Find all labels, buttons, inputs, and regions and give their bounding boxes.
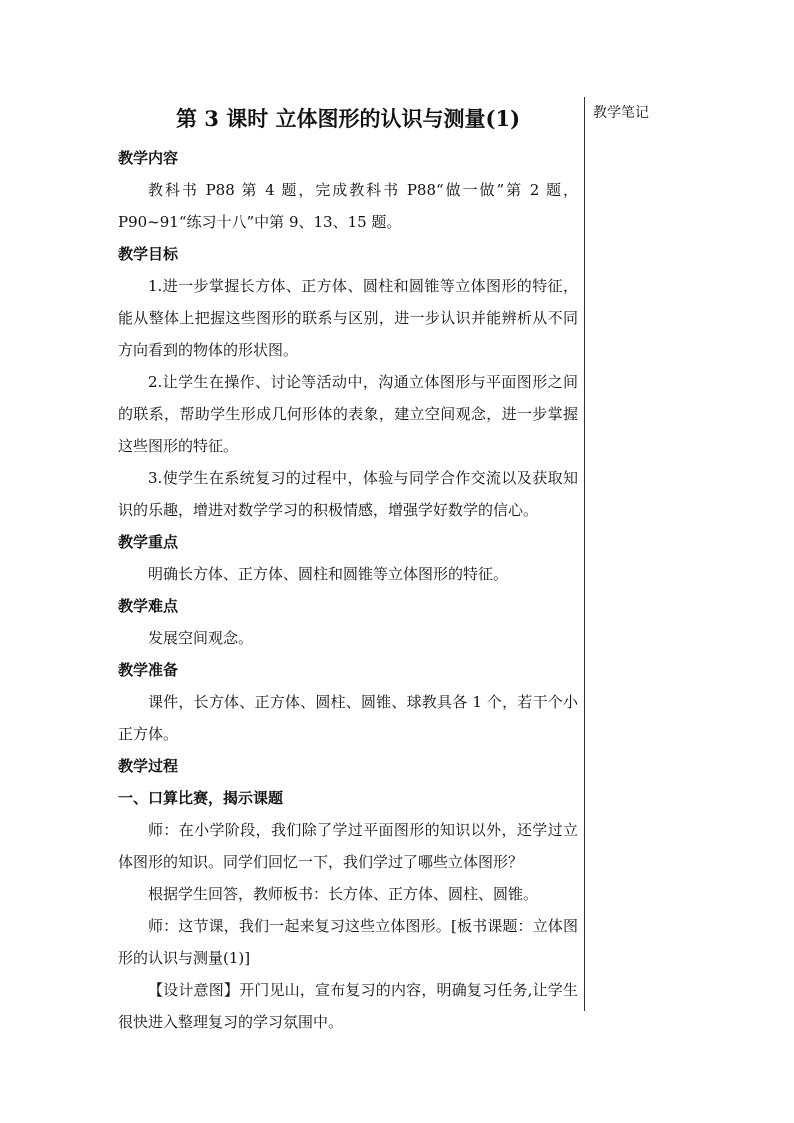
heading-goals: 教学目标 [118,245,179,263]
process-paragraph-3: 师：这节课，我们一起来复习这些立体图形。[板书课题：立体图形的认识与测量(1)] [118,917,578,967]
goal-paragraph-2: 2.让学生在操作、讨论等活动中，沟通立体图形与平面图形之间的联系，帮助学生形成几何形体的表象，建立空间观念，进一步掌握这些图形的特征。 [118,373,578,455]
difficulty-paragraph: 发展空间观念。 [148,629,254,647]
notes-label: 教学笔记 [593,105,649,121]
design-intent-paragraph: 【设计意图】开门见山，宣布复习的内容，明确复习任务,让学生很快进入整理复习的学习氛围中。 [118,981,578,1031]
heading-difficulty: 教学难点 [118,597,179,615]
heading-process: 教学过程 [118,757,179,775]
page-title: 第 3 课时 立体图形的认识与测量(1) [175,106,521,131]
heading-preparation: 教学准备 [118,661,179,679]
goal-paragraph-3: 3.使学生在系统复习的过程中，体验与同学合作交流以及获取知识的乐趣，增进对数学学习的积极情感，增强学好数学的信心。 [118,469,578,519]
process-paragraph-1: 师：在小学阶段，我们除了学过平面图形的知识以外，还学过立体图形的知识。同学们回忆一下，我们学过了哪些立体图形？ [118,821,578,871]
heading-key-points: 教学重点 [118,533,179,551]
goal-paragraph-1: 1.进一步掌握长方体、正方体、圆柱和圆锥等立体图形的特征，能从整体上把握这些图形的联系与区别，进一步认识并能辨析从不同方向看到的物体的形状图。 [118,277,578,359]
process-paragraph-2: 根据学生回答，教师板书：长方体、正方体、圆柱、圆锥。 [148,885,539,903]
lesson-plan-body [118,103,578,1038]
heading-content: 教学内容 [118,149,179,167]
content-paragraph: 教科书 P88 第 4 题，完成教科书 P88“做一做”第 2 题，P90~91“练习十八”中第 9、13、15 题。 [118,181,578,231]
section-title-1: 一、口算比赛，揭示课题 [118,789,284,807]
preparation-paragraph: 课件，长方体、正方体、圆柱、圆锥、球教具各 1 个，若干个小正方体。 [118,693,578,743]
notes-divider [584,97,585,1011]
key-points-paragraph: 明确长方体、正方体、圆柱和圆锥等立体图形的特征。 [148,565,509,583]
